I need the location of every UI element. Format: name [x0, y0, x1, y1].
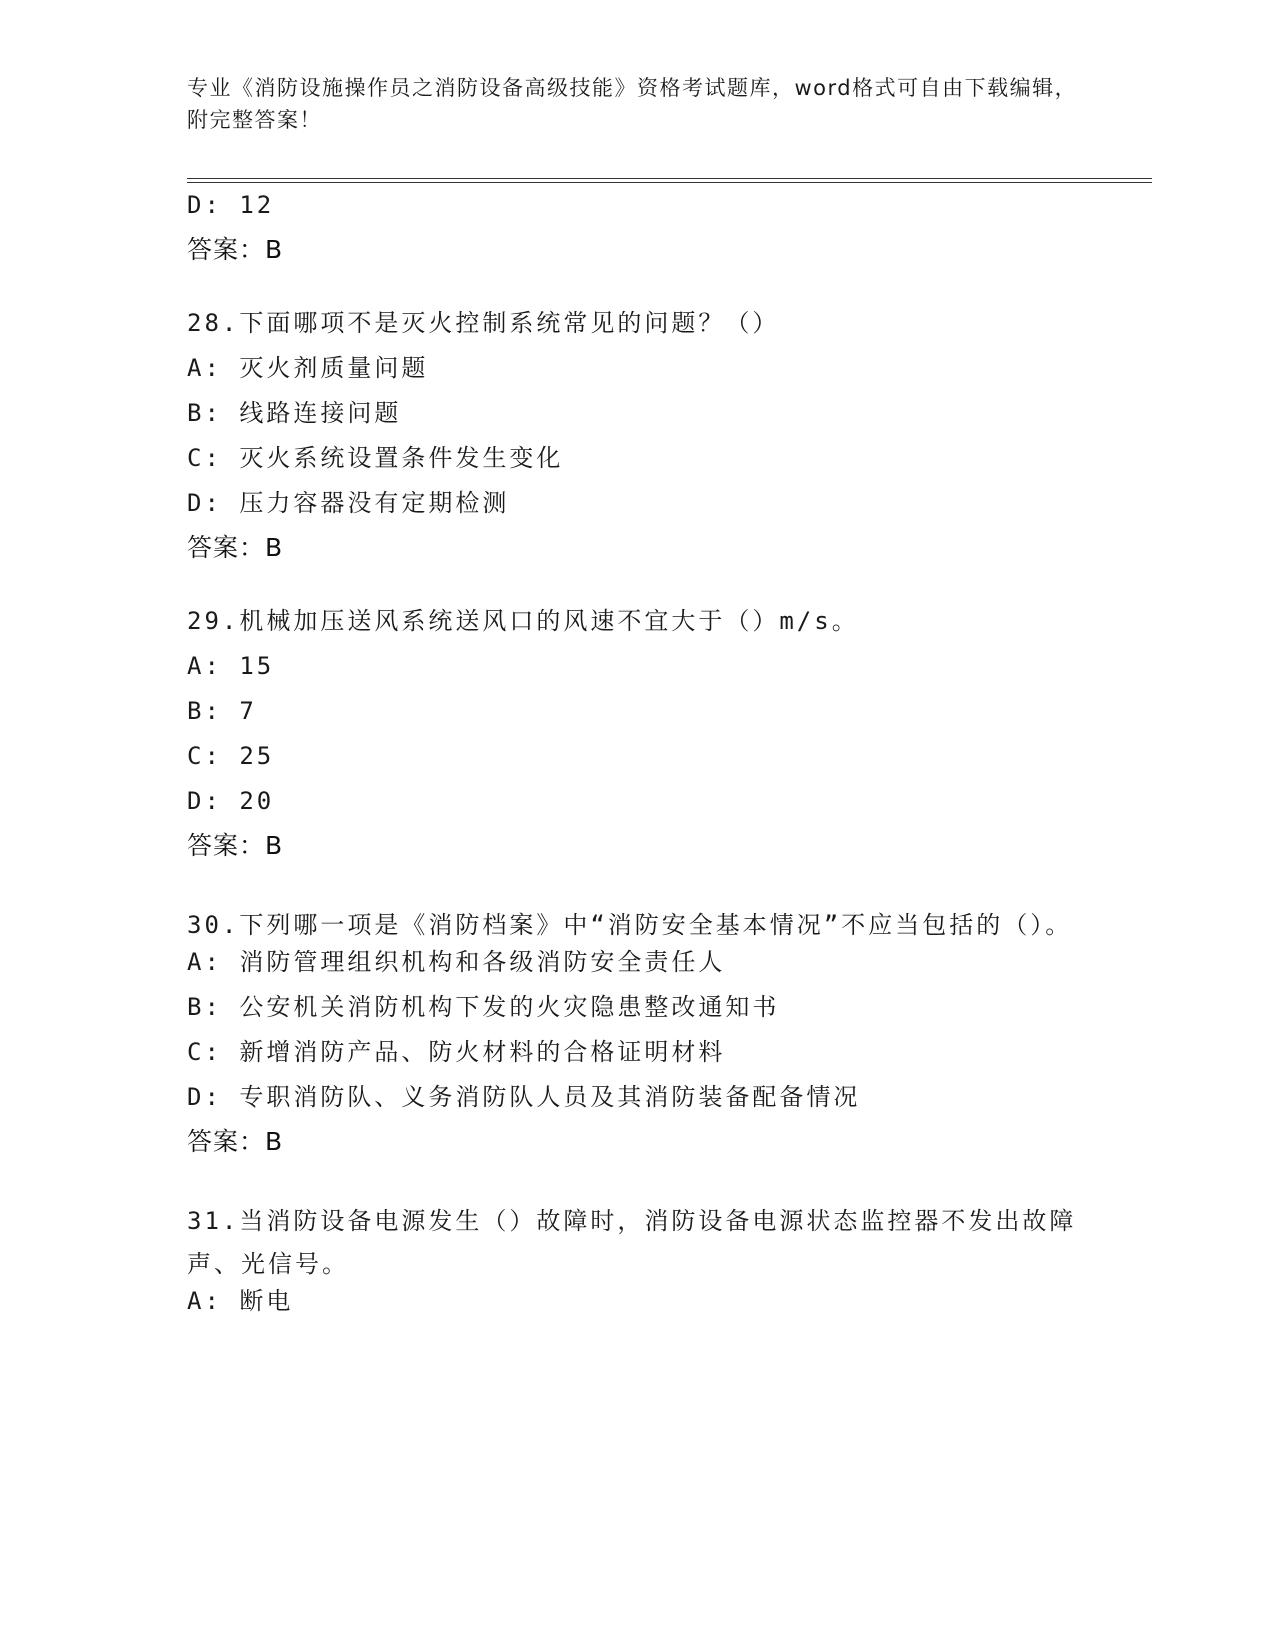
option-c: C: 新增消防产品、防火材料的合格证明材料 [187, 1038, 726, 1066]
option-c: C: 灭火系统设置条件发生变化 [187, 444, 564, 472]
option-d: D: 压力容器没有定期检测 [187, 489, 510, 517]
option-a: A: 消防管理组织机构和各级消防安全责任人 [187, 948, 726, 976]
option-a: A: 断电 [187, 1287, 294, 1315]
answer: 答案：B [187, 235, 284, 264]
document-header: 专业《消防设施操作员之消防设备高级技能》资格考试题库，word格式可自由下载编辑，附完整答案！ [187, 76, 1078, 132]
question-content [187, 190, 1087, 1331]
question-30 [187, 904, 1087, 1157]
option-d: D: 12 [187, 191, 275, 219]
option-b: B: 公安机关消防机构下发的火灾隐患整改通知书 [187, 993, 780, 1021]
question-29 [187, 606, 1087, 861]
answer: 答案：B [187, 533, 284, 562]
question-31 [187, 1200, 1087, 1316]
question-stem: 28.下面哪项不是灭火控制系统常见的问题？（） [187, 309, 780, 337]
option-b: B: 线路连接问题 [187, 399, 402, 427]
option-d: D: 20 [187, 787, 275, 815]
option-b: B: 7 [187, 697, 257, 725]
header-divider-top [187, 178, 1152, 179]
header-divider-bottom [187, 182, 1152, 183]
question-stem: 30.下列哪一项是《消防档案》中“消防安全基本情况”不应当包括的（）。 [187, 911, 1073, 939]
option-a: A: 15 [187, 652, 275, 680]
question-stem: 29.机械加压送风系统送风口的风速不宜大于（）m/s。 [187, 607, 859, 635]
question-stem: 31.当消防设备电源发生（）故障时，消防设备电源状态监控器不发出故障声、光信号。 [187, 1207, 1077, 1278]
answer: 答案：B [187, 1127, 284, 1156]
option-a: A: 灭火剂质量问题 [187, 354, 429, 382]
option-d: D: 专职消防队、义务消防队人员及其消防装备配备情况 [187, 1083, 861, 1111]
option-c: C: 25 [187, 742, 275, 770]
answer: 答案：B [187, 831, 284, 860]
previous-question-fragment [187, 190, 1087, 265]
question-28 [187, 308, 1087, 563]
